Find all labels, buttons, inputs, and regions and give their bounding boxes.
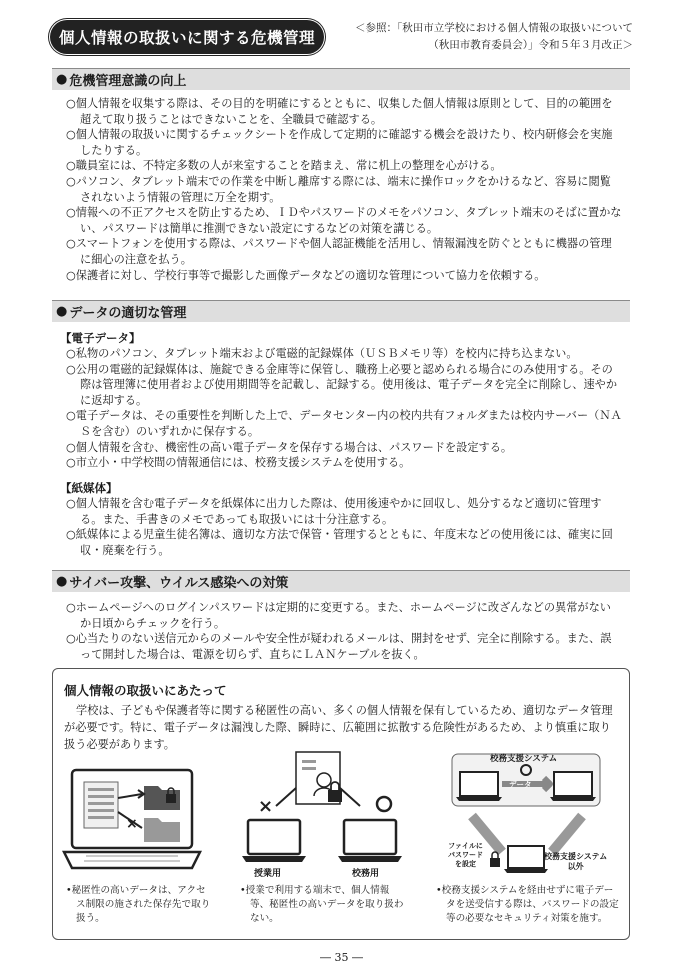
password-set-label: ファイルに パスワード を設定	[448, 842, 483, 868]
class-vs-admin-illustration	[236, 750, 406, 880]
bullet-dot-icon: ●	[56, 574, 68, 589]
caption-1: •秘匿性の高いデータは、アクセス制限の施された保存先で取り扱う。	[66, 885, 211, 924]
laptop-folders-illustration	[62, 768, 202, 880]
list-item: ○保護者に対し、学校行事等で撮影した画像データなどの適切な管理について協力を依頼する。	[66, 268, 546, 282]
data-label: データ	[509, 780, 532, 789]
ok-circle-icon	[377, 797, 391, 811]
lock-icon	[490, 858, 500, 867]
list-item: ○ホームページへのログインパスワードは定期的に変更する。また、ホームページに改ざんなどの異常がないか日頃からチェックを行う。	[66, 601, 611, 630]
other-system-label: 校務支援システム 以外	[544, 852, 608, 871]
bullet-dot-icon: ●	[56, 72, 68, 87]
class-laptop-icon	[248, 820, 300, 854]
list-item: ○市立小・中学校間の情報通信には、校務支援システムを使用する。	[66, 456, 411, 470]
list-item: ○心当たりのない送信元からのメールや安全性が疑われるメールは、開封をせず、完全に削除する。また、誤って開封した場合は、電源を切らず、直ちにＬＡＮケーブルを抜く。	[66, 632, 612, 661]
list-item: ○個人情報を含む電子データを紙媒体に出力した際は、使用後速やかに回収し、処分するなど適切に管理する。また、手書きのメモであっても取扱いには十分注意する。	[66, 497, 602, 526]
svg-text:×: ×	[258, 796, 274, 817]
subsection-body-paper	[66, 496, 622, 558]
subsection-body-electronic	[66, 346, 622, 471]
section-heading-text: 危機管理意識の向上	[69, 74, 187, 89]
section-heading-text: データの適切な管理	[69, 306, 187, 321]
section-heading-text: サイバー攻撃、ウイルス感染への対策	[69, 576, 289, 591]
info-box-title: 個人情報の取扱いにあたって	[64, 683, 227, 698]
section-heading-cyber	[52, 570, 630, 592]
list-item: ○個人情報を含む、機密性の高い電子データを保存する場合は、パスワードを設定する。	[66, 440, 513, 454]
section-body-awareness	[66, 96, 622, 283]
system-label: 校務支援システム	[490, 754, 558, 764]
page-title: 個人情報の取扱いに関する危機管理	[52, 22, 322, 52]
subsection-label-electronic: 【電子データ】	[60, 331, 141, 345]
page-number: ― 35 ―	[320, 951, 363, 964]
section-heading-awareness	[52, 68, 630, 90]
list-item: ○パソコン、タブレット端末での作業を中断し離席する際には、端末に操作ロックをかけるなど、容易に閲覧されないよう情報の管理に万全を期す。	[66, 174, 611, 204]
list-item: ○個人情報を収集する際は、その目的を明確にするとともに、収集した個人情報は原則として、目的の範囲を超えて取り扱うことはできないことを、全職員で確認する。	[66, 97, 613, 126]
class-use-label: 授業用	[254, 869, 282, 879]
laptop-icon	[460, 772, 498, 796]
list-item: ○スマートフォンを使用する際は、パスワードや個人認証機能を活用し、情報漏洩を防ぐとともに機器の管理に細心の注意を払う。	[66, 237, 612, 266]
laptop-icon	[554, 772, 592, 796]
list-item: ○私物のパソコン、タブレット端末および電磁的記録媒体（ＵＳＢメモリ等）を校内に持ち込まない。	[66, 347, 578, 360]
reference-line-1: ＜参照：「秋田市立学校における個人情報の取扱いについて	[354, 22, 633, 34]
admin-laptop-icon	[344, 820, 396, 854]
info-box-body: 学校は、子どもや保護者等に関する秘匿性の高い、多くの個人情報を保有しているため、適切なデータ管理が必要です。特に、電子データは漏洩した際、瞬時に、広範囲に拡散する危険性があるため、より慎重に取り扱う必要があります。	[64, 704, 613, 751]
caption-2: •授業で利用する端末で、個人情報等、秘匿性の高いデータを取り扱わない。	[240, 885, 404, 924]
reference-line-2: （秋田市教育委員会）」令和５年３月改正＞	[428, 39, 633, 51]
laptop-keyboard-icon	[64, 852, 200, 868]
admin-use-label: 校務用	[352, 869, 380, 879]
subsection-label-paper: 【紙媒体】	[60, 481, 118, 495]
list-item: ○個人情報の取扱いに関するチェックシートを作成して定期的に確認する機会を設けたり、校内研修会を実施したりする。	[66, 128, 613, 157]
lock-icon	[328, 790, 342, 802]
section-body-cyber	[66, 600, 622, 662]
caption-3: •校務支援システムを経由せずに電子データを送受信する際は、パスワードの設定等の必要なセキュリティ対策を施す。	[436, 885, 619, 924]
list-item: ○公用の電磁的記録媒体は、施錠できる金庫等に保管し、職務上必要と認められる場合にのみ使用する。その際は管理簿に使用者および使用期間等を記載し、記録する。使用後は、電子データを完全に削除し、速やかに返却する。	[66, 362, 618, 407]
reference-note	[333, 20, 633, 54]
data-arrow-icon	[552, 816, 582, 852]
list-item: ○情報への不正アクセスを防止するため、ＩＤやパスワードのメモをパソコン、タブレット端末のそばに置かない、パスワードは簡単に推測できない設定にするなどの対策を講じる。	[66, 206, 622, 235]
bullet-dot-icon: ●	[56, 304, 68, 319]
svg-text:×: ×	[126, 816, 138, 832]
list-item: ○紙媒体による児童生徒名簿は、適切な方法で保管・管理するとともに、年度末などの使用後には、確実に回収・廃棄を行う。	[66, 528, 613, 557]
laptop-icon	[508, 846, 544, 868]
list-item: ○電子データは、その重要性を判断した上で、データセンター内の校内共有フォルダまたは校内サーバー（ＮＡＳを含む）のいずれかに保存する。	[66, 409, 622, 438]
list-item: ○職員室には、不特定多数の人が来室することを踏まえ、常に机上の整理を心がける。	[66, 159, 502, 173]
section-heading-data-management	[52, 300, 630, 322]
